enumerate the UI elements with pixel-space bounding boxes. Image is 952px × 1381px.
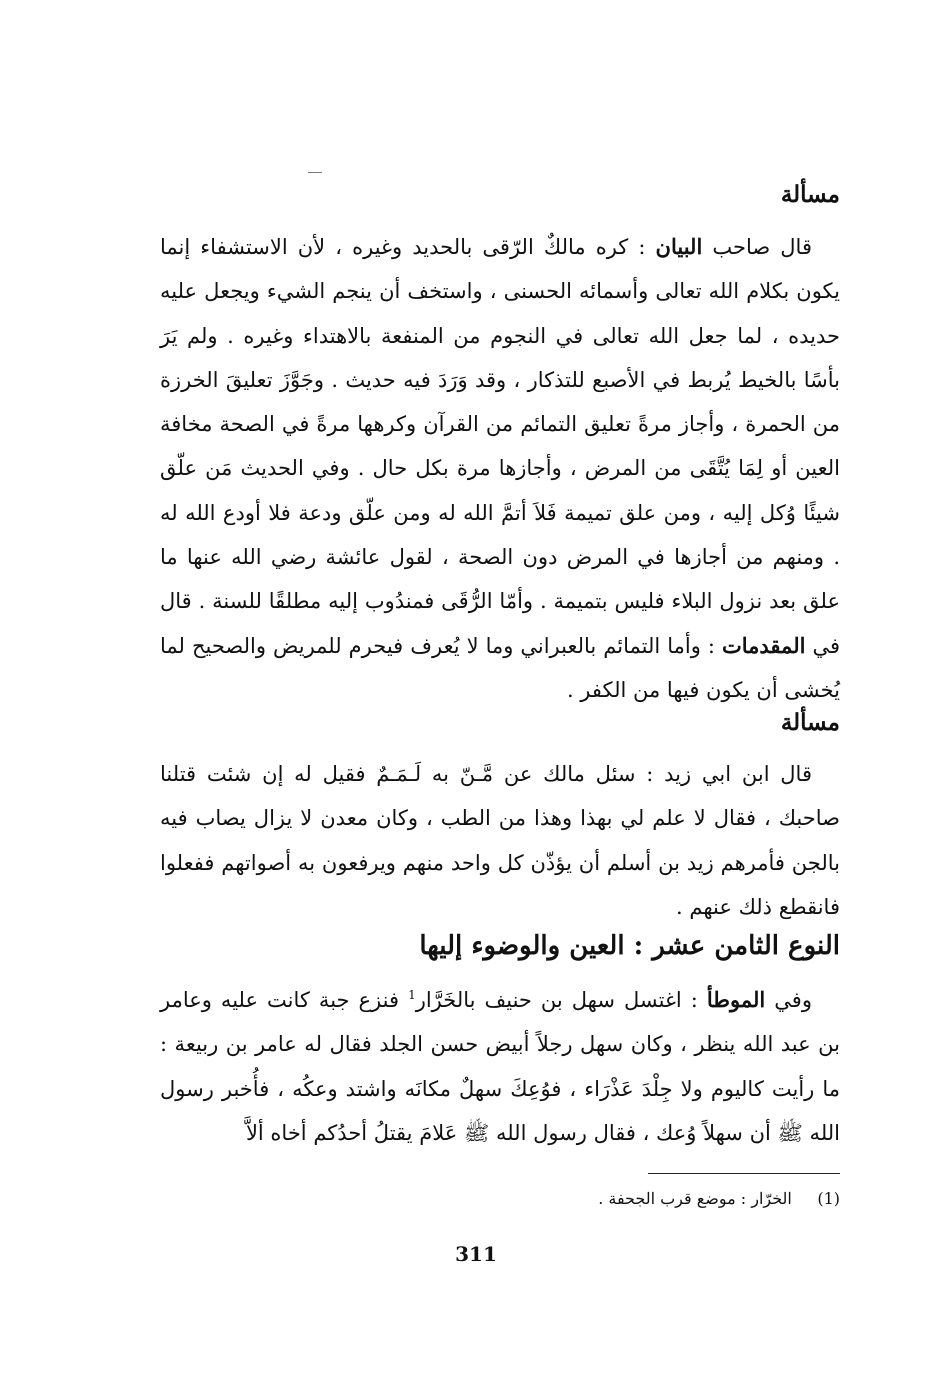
text-run: قال صاحب (712, 235, 812, 259)
text-run: : اغتسل سهل بن حنيف بالخَرَّار (415, 988, 698, 1012)
paragraph-text (160, 225, 840, 712)
footnote-divider (648, 1173, 840, 1174)
text-run: : وأما التمائم بالعبراني وما لا يُعرف فيحرم للمريض والصحيح لما يُخشى أن يكون فيها من الكفر . (160, 633, 840, 702)
paragraph-talismans (160, 225, 840, 712)
text-run: فنزع جبة كانت عليه وعامر بن عبد الله ينظر ، وكان سهل رجلاً أبيض حسن الجلد فقال له عامر بن ربيعة : ما رأيت كاليوم ولا جِلْدَ عَذْرَاء ، فوُعِكَ سهلٌ مكانَه واشتد وعكُه ، فأُخبر رسول الله ﷺ أن سهلاً وُعك ، فقال رسول الله ﷺ عَلامَ يقتلُ أحدُكم أخاه ألاَّ (160, 988, 840, 1145)
section-heading-2: مسألة (780, 709, 840, 736)
text-run: : كره مالكٌ الرّقى بالحديد وغيره ، لأن الاستشفاء إنما يكون بكلام الله تعالى وأسمائه الحسنى ، واستخف أن ينجم الشيء ويجعل عليه حديده ، لما جعل الله تعالى في النجوم من المنفعة بالاهتداء وغيره . ولم يَرَ بأسًا بالخيط يُربط في الأصبع للتذكار ، وقد وَرَدَ فيه حديث . وجَوَّزَ تعليقَ الخرزة من الحمرة ، وأجاز مرةً تعليق التمائم من القرآن وكرهها مرةً في الصحة مخافة العين أو لِمَا يُتَّقَى من المرض ، وأجازها مرة بكل حال . وفي الحديث مَن علّق شيئًا وُكل إليه ، ومن علق تميمة فَلاَ أتمَّ الله له ومن علّق ودعة فلا أودع الله له . ومنهم من أجازها في المرض دون الصحة ، لقول عائشة رضي الله عنها ما علق بعد نزول البلاء فليس بتميمة . وأمّا الرُّقَى فمندُوب إليه مطلقًا للسنة . قال في (160, 235, 840, 658)
footnote-reference[interactable]: 1 (408, 988, 416, 1002)
footnote (598, 1188, 840, 1210)
chapter-title: النوع الثامن عشر : العين والوضوء إليها (419, 931, 840, 961)
book-title-muwatta: الموطأ (706, 987, 766, 1012)
paragraph-ibn-abi-zayd (160, 752, 840, 929)
page-number: 311 (455, 1242, 497, 1266)
paragraph-text (160, 978, 840, 1155)
footnote-marker: (1) (817, 1189, 840, 1208)
book-title-bayan: البيان (655, 234, 703, 259)
book-title-muqaddimat: المقدمات (721, 632, 806, 658)
section-heading-1: مسألة (780, 181, 840, 208)
paragraph-text: قال ابن ابي زيد : سئل مالك عن مَّـنّ به لَـمَـمٌ فقيل له إن شئت قتلنا صاحبك ، فقال لا علم لي بهذا وهذا من الطب ، وكان معدن لا يزال يصاب فيه بالجن فأمرهم زيد بن أسلم أن يؤذّن كل واحد منهم ويرفعون به أصواتهم ففعلوا فانقطع ذلك عنهم . (160, 762, 840, 919)
footnote-text: الخرّار : موضع قرب الجحفة . (598, 1189, 792, 1208)
paragraph-muwatta (160, 978, 840, 1155)
text-run: وفي (774, 988, 812, 1012)
scan-mark (308, 172, 322, 173)
